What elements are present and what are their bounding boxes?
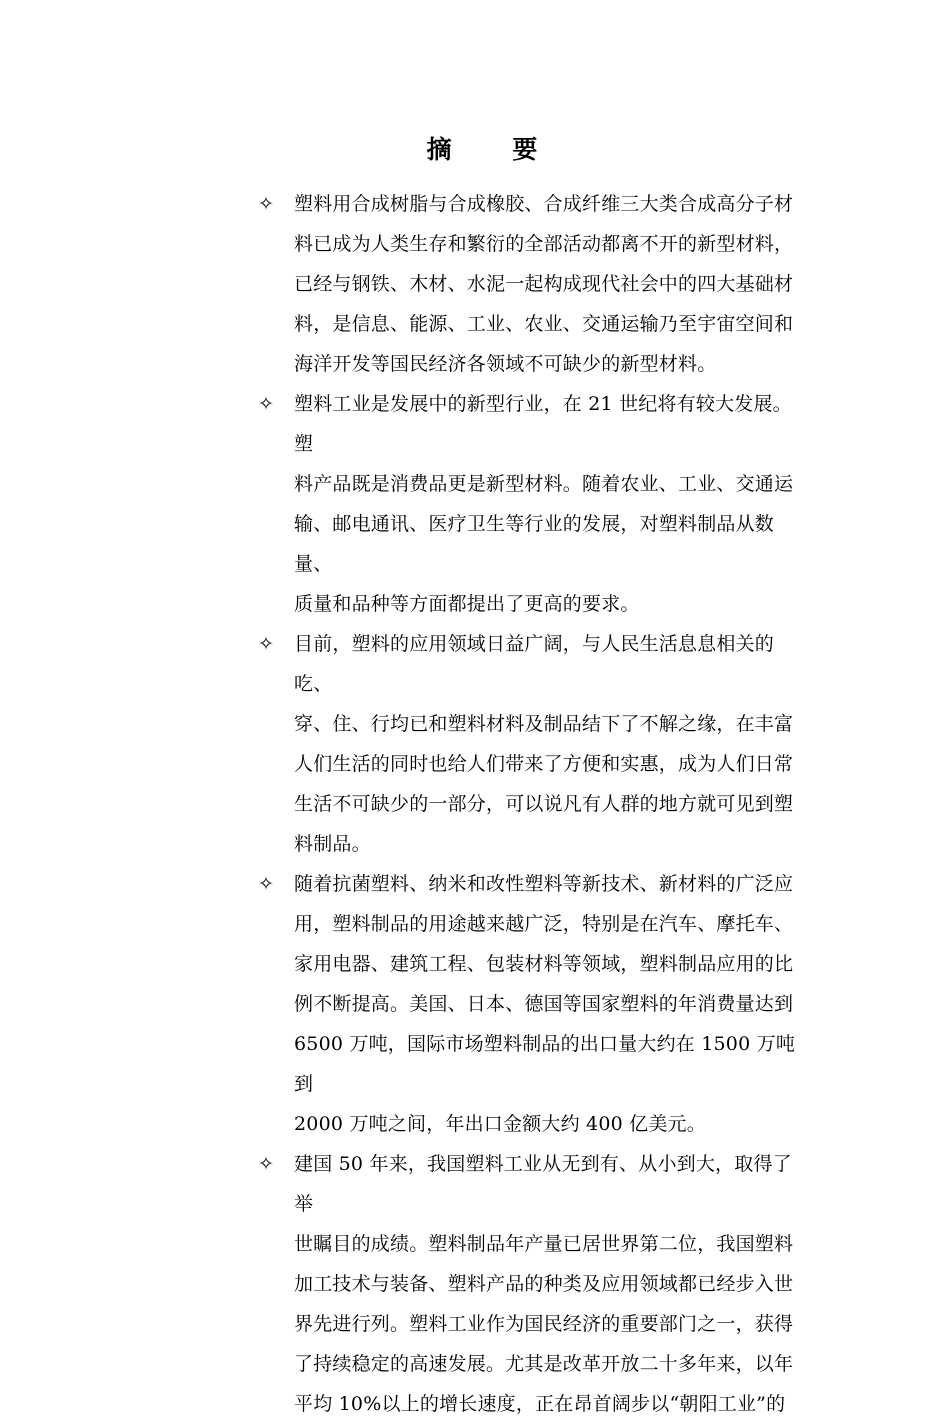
list-item-text: 塑料用合成树脂与合成橡胶、合成纤维三大类合成高分子材 料已成为人类生存和繁衍的全部活动都离不开的新型材料， 已经与钢铁、木材、水泥一起构成现代社会中的四大基础材 料，是信息、能源、工业、农业、交通运输乃至宇宙空间和 海洋开发等国民经济各领域不可缺少的新型材料。 bbox=[294, 193, 794, 375]
list-item-text: 塑料工业是发展中的新型行业，在 21 世纪将有较大发展。塑 料产品既是消费品更是新型材料。随着农业、工业、交通运 输、邮电通讯、医疗卫生等行业的发展，对塑料制品从数量、 质量和品种等方面都提出了更高的要求。 bbox=[294, 393, 794, 615]
bullet-list bbox=[258, 184, 810, 1424]
white-four-pointed-star-icon: ✧ bbox=[258, 1153, 274, 1175]
white-four-pointed-star-icon: ✧ bbox=[258, 393, 274, 415]
white-four-pointed-star-icon: ✧ bbox=[258, 193, 274, 215]
list-item-text: 建国 50 年来，我国塑料工业从无到有、从小到大，取得了举 世瞩目的成绩。塑料制品年产量已居世界第二位，我国塑料 加工技术与装备、塑料产品的种类及应用领域都已经步入世 界先进行列。塑料工业作为国民经济的重要部门之一，获得 了持续稳定的高速发展。尤其是改革开放二十多年来，以年 平均 10%以上的增长速度，正在昂首阔步以“朝阳工业”的 bbox=[294, 1153, 794, 1415]
list-item bbox=[258, 624, 810, 864]
list-item bbox=[258, 864, 810, 1144]
list-item-text: 随着抗菌塑料、纳米和改性塑料等新技术、新材料的广泛应 用，塑料制品的用途越来越广泛，特别是在汽车、摩托车、 家用电器、建筑工程、包装材料等领域，塑料制品应用的比 例不断提高。美国、日本、德国等国家塑料的年消费量达到 6500 万吨，国际市场塑料制品的出口量大约在 1500 万吨到 2000 万吨之间，年出口金额大约 400 亿美元。 bbox=[294, 873, 796, 1135]
page-title: 摘 要 bbox=[426, 135, 564, 164]
list-item bbox=[258, 184, 810, 384]
list-item-text: 目前，塑料的应用领域日益广阔，与人民生活息息相关的吃、 穿、住、行均已和塑料材料及制品结下了不解之缘，在丰富 人们生活的同时也给人们带来了方便和实惠，成为人们日常 生活不可缺少的一部分，可以说凡有人群的地方就可见到塑 料制品。 bbox=[294, 633, 794, 855]
white-four-pointed-star-icon: ✧ bbox=[258, 873, 274, 895]
list-item bbox=[258, 1144, 810, 1424]
list-item bbox=[258, 384, 810, 624]
white-four-pointed-star-icon: ✧ bbox=[258, 633, 274, 655]
